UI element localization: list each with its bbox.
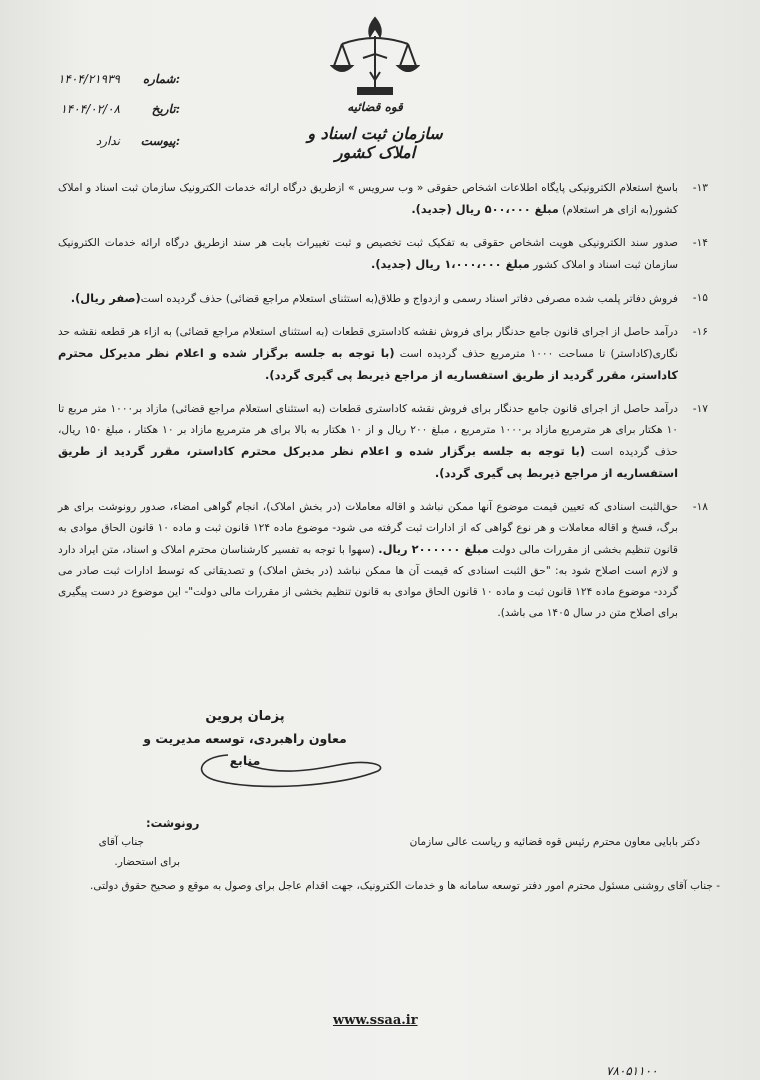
list-item — [58, 497, 708, 624]
item-number: ۱۸- — [692, 501, 708, 513]
number-label: شماره: — [142, 72, 180, 86]
item-number: ۱۷- — [692, 403, 708, 415]
list-item — [58, 233, 708, 276]
letter-attachment — [30, 134, 180, 154]
attachment-value: ندارد — [95, 134, 120, 148]
item-text: درآمد حاصل از اجرای قانون جامع حدنگار برای فروش نقشه کاداستری قطعات (به استثنای استعلام مراجع قضائی) به ازاء هر قطعه نقشه حد نگاری(کاداستر) تا مساحت ۱۰۰۰ مترمربع حذف گردیده است (با توجه به جلسه برگزار شده و اعلام نظر مدیرکل محترم کاداستر، مقرر گردید از طریق استفساریه از مراجع ذیربط پی گیری گردد). — [58, 326, 679, 382]
list-item — [58, 322, 708, 387]
cc-note-1: برای استحضار. — [114, 856, 180, 868]
handwritten-signature-icon — [188, 735, 388, 795]
item-number: ۱۵- — [692, 292, 708, 304]
signatory-title: معاون راهبردی، توسعه مدیریت و منابع — [143, 731, 347, 768]
letter-date — [30, 102, 180, 122]
item-text: صدور سند الکترونیکی هویت اشخاص حقوقی به تفکیک ثبت تخصیص و ثبت تغییرات بابت هر سند ازطریق درگاه ارائه خدمات الکترونیک سازمان ثبت اسناد و املاک کشور مبلغ ۱،۰۰۰،۰۰۰ ریال (جدید). — [58, 237, 678, 271]
date-value: ۱۴۰۴/۰۲/۰۸ — [60, 102, 120, 116]
fee-items-list — [58, 178, 708, 636]
item-text: درآمد حاصل از اجرای قانون جامع حدنگار برای فروش نقشه کاداستری قطعات (به استثنای استعلام مراجع قضائی) مازاد بر۱۰۰۰ متر مربع تا ۱۰ هکتار برای هر مترمربع مازاد بر۱۰۰۰ مترمربع ، مبلغ ۲۰۰ ریال و از ۱۰ هکتار به بالا برای هر مترمربع مازاد بر ۱۰ هکتار ، مبلغ ۱۵۰ ریال، حذف گردیده است (با توجه به جلسه برگزار شده و اعلام نظر مدیرکل محترم کاداستر، مقرر گردید از طریق استفساریه از مراجع ذیربط پی گیری گردد). — [58, 403, 678, 480]
signatory-name: پزمان پروین — [205, 709, 285, 724]
number-value: ۱۴۰۴/۲۱۹۳۹ — [57, 72, 120, 86]
website-link[interactable]: www.ssaa.ir — [333, 1013, 418, 1028]
date-label: تاریخ: — [151, 102, 180, 116]
organization-name: سازمان ثبت اسناد و املاک کشور — [307, 124, 443, 162]
cc-label: رونوشت: — [146, 816, 200, 830]
item-text: فروش دفاتر پلمب شده مصرفی دفاتر اسناد رسمی و ازدواج و طلاق(به استثنای استعلام مراجع قضائی) حذف گردیده است(صفر ریال). — [70, 291, 678, 305]
list-item — [58, 399, 708, 485]
cc-recipient-1: دکتر بابایی معاون محترم رئیس قوه قضائیه و ریاست عالی سازمان — [409, 836, 700, 848]
item-text: حق‌الثبت اسنادی که تعیین قیمت موضوع آنها ممکن نباشد و اقاله معاملات (در بخش املاک)، انجام گواهی امضاء، صدور رونوشت برای هر برگ، فسخ و اقاله معاملات و هر نوع گواهی که از ادارات ثبت گرفته می شود- موضوع ماده ۱۲۴ قانون ثبت و ماده ۱۰ قانون الحاق موادی به قانون تنظیم بخشی از مقررات مالی دولت مبلغ ۲۰۰۰۰۰۰ ریال. (سهوا با توجه به تفسیر کارشناسان محترم املاک و اسناد، متن ایراد دارد و لازم است اصلاح شود به: "حق الثبت اسنادی که قیمت آن ها ممکن نباشد (در بخش املاک) و تصدیقاتی که توسط ادارات ثبت صادر می گردد- موضوع ماده ۱۲۴ قانون ثبت و ماده ۱۰ قانون الحاق موادی به قانون تنظیم بخشی از مقررات مالی دولت"- این موضوع در دست پیگیری برای اصلاح متن در سال ۱۴۰۵ می باشد). — [58, 501, 678, 619]
document-reference: ۷۸۰۵۱۱۰۰ — [606, 1064, 658, 1078]
item-text: باسخ استعلام الکترونیکی پایگاه اطلاعات اشخاص حقوقی « وب سرویس » ازطریق درگاه ارائه خدمات الکترونیک سازمان ثبت اسناد و املاک کشور(به ازای هر استعلام) مبلغ ۵۰۰،۰۰۰ ریال (جدید). — [58, 182, 678, 216]
judiciary-label: قوه قضائیه — [347, 100, 403, 114]
attachment-label: پیوست: — [140, 134, 180, 148]
item-number: ۱۳- — [692, 182, 708, 194]
item-number: ۱۴- — [692, 237, 708, 249]
item-number: ۱۶- — [692, 326, 708, 338]
letter-number — [30, 72, 180, 92]
list-item — [58, 288, 708, 310]
cc-honorific-1: جناب آقای — [98, 836, 144, 848]
cc-line-2: - جناب آقای روشنی مسئول محترم امور دفتر توسعه سامانه ها و خدمات الکترونیک، جهت اقدام عاجل برای وصول به موقع و صحیح حقوق دولتی. — [90, 880, 720, 892]
judiciary-emblem-icon — [330, 14, 420, 100]
list-item — [58, 178, 708, 221]
